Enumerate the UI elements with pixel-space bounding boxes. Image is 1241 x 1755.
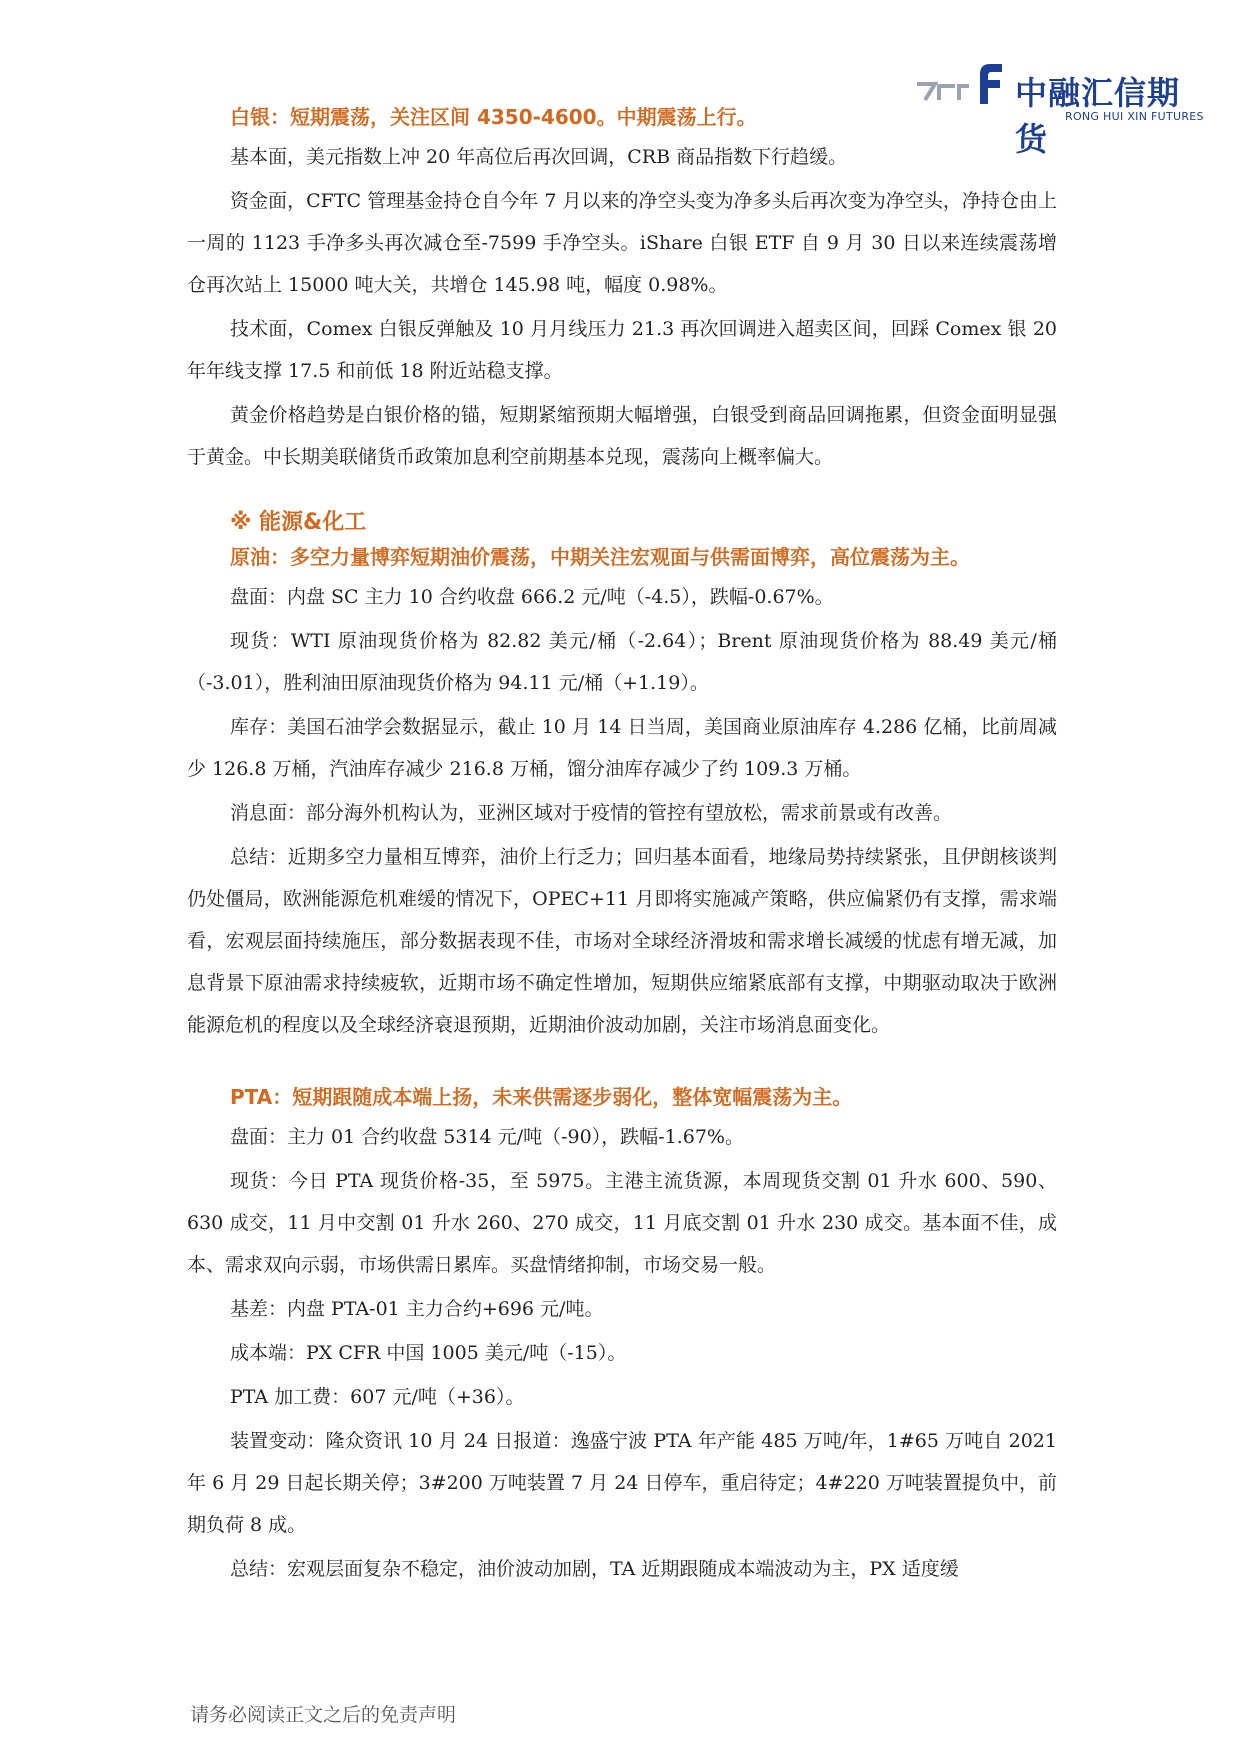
pta-paragraph: 盘面：主力 01 合约收盘 5314 元/吨（-90），跌幅-1.67%。 bbox=[230, 1126, 744, 1148]
energy-section-title: ※ 能源&化工 bbox=[230, 510, 367, 535]
logo-english-name: RONG HUI XIN FUTURES bbox=[1065, 110, 1204, 123]
logo-chinese-name: 中融汇信期货 bbox=[1015, 74, 1181, 158]
pta-paragraph: 装置变动：隆众资讯 10 月 24 日报道：逸盛宁波 PTA 年产能 485 万吨/年，1#65 万吨自 2021 年 6 月 29 日起长期关停；3#200 万吨装置 7 月 24 日停车，重启待定；4#220 万吨装置提负中，前期负荷 8 成。 bbox=[187, 1430, 1057, 1536]
silver-paragraph: 基本面，美元指数上冲 20 年高位后再次回调，CRB 商品指数下行趋缓。 bbox=[230, 146, 848, 168]
silver-paragraph: 资金面，CFTC 管理基金持仓自今年 7 月以来的净空头变为净多头后再次变为净空头，净持仓由上一周的 1123 手净多头再次减仓至-7599 手净空头。iShare 白银 ETF 自 9 月 30 日以来连续震荡增仓再次站上 15000 吨大关，共增仓 145.98 吨，幅度 0.98%。 bbox=[187, 190, 1057, 296]
crude-paragraph: 现货：WTI 原油现货价格为 82.82 美元/桶（-2.64）；Brent 原油现货价格为 88.49 美元/桶（-3.01），胜利油田原油现货价格为 94.11 元/桶（+1.19）。 bbox=[187, 630, 1057, 694]
crude-paragraph: 总结：近期多空力量相互博弈，油价上行乏力；回归基本面看，地缘局势持续紧张，且伊朗核谈判仍处僵局，欧洲能源危机难缓的情况下，OPEC+11 月即将实施减产策略，供应偏紧仍有支撑，需求端看，宏观层面持续施压，部分数据表现不佳，市场对全球经济滑坡和需求增长减缓的忧虑有增无减，加息背景下原油需求持续疲软，近期市场不确定性增加，短期供应缩紧底部有支撑，中期驱动取决于欧洲能源危机的程度以及全球经济衰退预期，近期油价波动加剧，关注市场消息面变化。 bbox=[187, 846, 1057, 1036]
crude-heading: 原油：多空力量博弈短期油价震荡，中期关注宏观面与供需面博弈，高位震荡为主。 bbox=[230, 545, 970, 569]
disclaimer-footer: 请务必阅读正文之后的免责声明 bbox=[190, 1704, 457, 1726]
logo-f-mark-icon bbox=[972, 60, 1004, 104]
pta-paragraph: 基差：内盘 PTA-01 主力合约+696 元/吨。 bbox=[230, 1298, 604, 1320]
silver-heading: 白银：短期震荡，关注区间 4350-4600。中期震荡上行。 bbox=[230, 105, 757, 129]
pta-paragraph: PTA 加工费：607 元/吨（+36）。 bbox=[230, 1386, 525, 1408]
report-body bbox=[187, 100, 1057, 1590]
pta-paragraph: 总结：宏观层面复杂不稳定，油价波动加剧，TA 近期跟随成本端波动为主，PX 适度缓 bbox=[230, 1558, 959, 1580]
silver-paragraph: 黄金价格趋势是白银价格的锚，短期紧缩预期大幅增强，白银受到商品回调拖累，但资金面明显强于黄金。中长期美联储货币政策加息利空前期基本兑现，震荡向上概率偏大。 bbox=[187, 404, 1057, 468]
logo-speed-lines-icon bbox=[915, 80, 971, 102]
silver-paragraph: 技术面，Comex 白银反弹触及 10 月月线压力 21.3 再次回调进入超卖区间，回踩 Comex 银 20 年年线支撑 17.5 和前低 18 附近站稳支撑。 bbox=[187, 318, 1057, 382]
crude-paragraph: 消息面：部分海外机构认为，亚洲区域对于疫情的管控有望放松，需求前景或有改善。 bbox=[230, 802, 953, 824]
crude-paragraph: 盘面：内盘 SC 主力 10 合约收盘 666.2 元/吨（-4.5），跌幅-0.67%。 bbox=[230, 586, 834, 608]
pta-paragraph: 现货：今日 PTA 现货价格-35，至 5975。主港主流货源，本周现货交割 01 升水 600、590、630 成交，11 月中交割 01 升水 260、270 成交，11 月底交割 01 升水 230 成交。基本面不佳，成本、需求双向示弱，市场供需日累库。买盘情绪抑制，市场交易一般。 bbox=[187, 1170, 1057, 1276]
pta-paragraph: 成本端：PX CFR 中国 1005 美元/吨（-15）。 bbox=[230, 1342, 627, 1364]
crude-paragraph: 库存：美国石油学会数据显示，截止 10 月 14 日当周，美国商业原油库存 4.286 亿桶，比前周减少 126.8 万桶，汽油库存减少 216.8 万桶，馏分油库存减少了约 109.3 万桶。 bbox=[187, 716, 1057, 780]
pta-heading: PTA：短期跟随成本端上扬，未来供需逐步弱化，整体宽幅震荡为主。 bbox=[230, 1085, 853, 1109]
